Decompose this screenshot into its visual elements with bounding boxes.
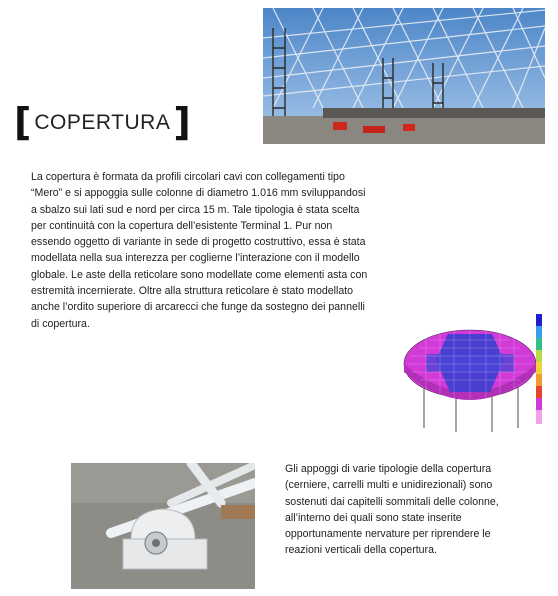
fem-model-figure <box>396 310 544 434</box>
supports-paragraph: Gli appoggi di varie tipologie della copertura (cerniere, carrelli multi e unidirezionali) sono sostenuti dai capitelli sommitali delle colonne, all’interno dei quali sono state inserite opportunamente nervature per riprendere le reazioni verticali della copertura. <box>285 463 499 557</box>
heading-bracket-close: ] <box>173 100 191 144</box>
fem-model-illustration <box>396 310 544 434</box>
heading-bracket-open: [ <box>14 100 32 144</box>
section-heading <box>14 100 191 144</box>
column-support-photo <box>71 463 255 589</box>
description-paragraph: La copertura è formata da profili circolari cavi con collegamenti tipo “Mero” e si appoggia sulle colonne di diametro 1.016 mm sviluppandosi a sbalzo sui lati sud e nord per circa 15 m. Tale tipologia è stata scelta per continuità con la copertura dell’esistente Terminal 1. Pur non essendo oggetto di variante in sede di progetto costruttivo, essa è stata modellata nella sua interezza per coglierne l’interazione con il modello globale. Le aste della reticolare sono modellate come elementi asta con estremità incernierate. Oltre alla struttura reticolare è stato modellato anche l’ordito superiore di arcarecci che funge da sostegno dei pannelli di copertura. <box>31 171 368 330</box>
column-support-illustration <box>71 463 255 589</box>
section-title: COPERTURA <box>34 111 171 134</box>
roof-construction-illustration <box>263 8 545 144</box>
roof-construction-photo <box>263 8 545 144</box>
